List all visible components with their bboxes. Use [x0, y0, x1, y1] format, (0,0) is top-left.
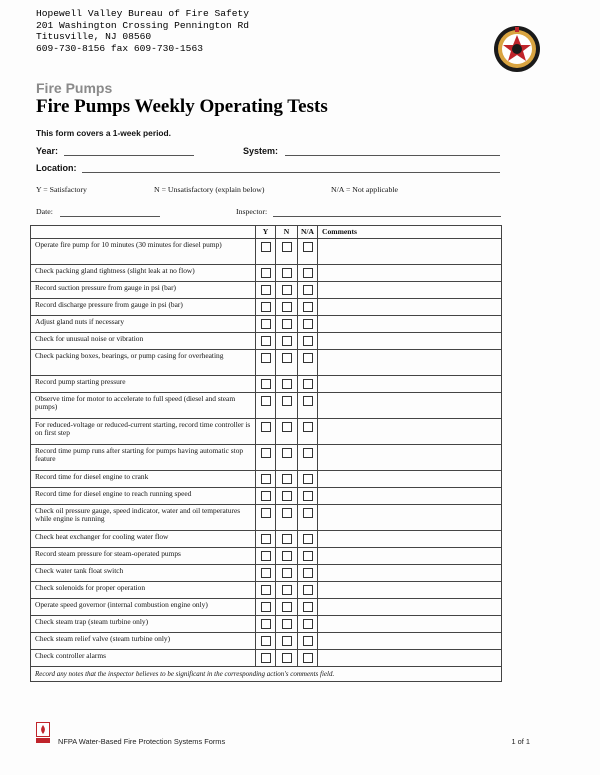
comments-cell[interactable]: [318, 505, 502, 531]
table-row: [31, 239, 502, 265]
comments-cell[interactable]: [318, 239, 502, 265]
comments-cell[interactable]: [318, 616, 502, 633]
comments-cell[interactable]: [318, 316, 502, 333]
row-item-label: Record steam pressure for steam-operated pumps: [31, 548, 256, 565]
na-checkbox[interactable]: [303, 353, 313, 363]
table-row: [31, 376, 502, 393]
n-checkbox[interactable]: [282, 268, 292, 278]
na-checkbox[interactable]: [303, 474, 313, 484]
header-na: N/A: [298, 226, 318, 239]
na-checkbox[interactable]: [303, 422, 313, 432]
page-number: 1 of 1: [511, 737, 530, 746]
location-label: Location:: [36, 163, 77, 173]
n-checkbox[interactable]: [282, 491, 292, 501]
n-checkbox[interactable]: [282, 422, 292, 432]
table-row: [31, 616, 502, 633]
section-label: Fire Pumps: [36, 80, 113, 96]
table-row: [31, 333, 502, 350]
table-row: [31, 471, 502, 488]
bureau-name: Hopewell Valley Bureau of Fire Safety: [36, 8, 250, 19]
na-checkbox[interactable]: [303, 491, 313, 501]
inspector-field[interactable]: [273, 216, 501, 217]
bureau-phone: 609-730-8156 fax 609-730-1563: [36, 42, 203, 54]
table-row: [31, 633, 502, 650]
n-checkbox[interactable]: [282, 242, 292, 252]
y-checkbox[interactable]: [261, 422, 271, 432]
legend-unsatisfactory: N = Unsatisfactory (explain below): [154, 185, 265, 194]
row-item-label: For reduced-voltage or reduced-current starting, record time controller is on first step: [31, 419, 256, 445]
y-checkbox[interactable]: [261, 353, 271, 363]
y-checkbox[interactable]: [261, 508, 271, 518]
comments-cell[interactable]: [318, 376, 502, 393]
n-checkbox[interactable]: [282, 285, 292, 295]
row-item-label: Check oil pressure gauge, speed indicator, water and oil temperatures while engine is running: [31, 505, 256, 531]
row-item-label: Record time for diesel engine to crank: [31, 471, 256, 488]
na-checkbox[interactable]: [303, 319, 313, 329]
year-label: Year:: [36, 146, 59, 156]
y-checkbox[interactable]: [261, 285, 271, 295]
comments-cell[interactable]: [318, 599, 502, 616]
date-label: Date:: [36, 207, 53, 216]
row-item-label: Adjust gland nuts if necessary: [31, 316, 256, 333]
na-checkbox[interactable]: [303, 636, 313, 646]
header-y: Y: [256, 226, 276, 239]
n-checkbox[interactable]: [282, 602, 292, 612]
comments-cell[interactable]: [318, 565, 502, 582]
comments-cell[interactable]: [318, 419, 502, 445]
n-checkbox[interactable]: [282, 585, 292, 595]
row-item-label: Check steam relief valve (steam turbine only): [31, 633, 256, 650]
y-checkbox[interactable]: [261, 636, 271, 646]
y-checkbox[interactable]: [261, 491, 271, 501]
comments-cell[interactable]: [318, 488, 502, 505]
n-checkbox[interactable]: [282, 336, 292, 346]
table-row: [31, 565, 502, 582]
bureau-street: 201 Washington Crossing Pennington Rd: [36, 19, 250, 31]
comments-cell[interactable]: [318, 650, 502, 667]
n-checkbox[interactable]: [282, 319, 292, 329]
n-checkbox[interactable]: [282, 534, 292, 544]
year-field[interactable]: [64, 155, 194, 156]
na-checkbox[interactable]: [303, 551, 313, 561]
n-checkbox[interactable]: [282, 474, 292, 484]
y-checkbox[interactable]: [261, 379, 271, 389]
na-checkbox[interactable]: [303, 602, 313, 612]
comments-cell[interactable]: [318, 393, 502, 419]
n-checkbox[interactable]: [282, 551, 292, 561]
row-item-label: Check for unusual noise or vibration: [31, 333, 256, 350]
table-row: [31, 350, 502, 376]
y-checkbox[interactable]: [261, 602, 271, 612]
system-field[interactable]: [285, 155, 500, 156]
comments-cell[interactable]: [318, 531, 502, 548]
n-checkbox[interactable]: [282, 508, 292, 518]
n-checkbox[interactable]: [282, 379, 292, 389]
bureau-address-block: [36, 8, 249, 54]
na-checkbox[interactable]: [303, 242, 313, 252]
n-checkbox[interactable]: [282, 302, 292, 312]
comments-cell[interactable]: [318, 333, 502, 350]
row-item-label: Operate fire pump for 10 minutes (30 minutes for diesel pump): [31, 239, 256, 265]
row-item-label: Check heat exchanger for cooling water flow: [31, 531, 256, 548]
y-checkbox[interactable]: [261, 268, 271, 278]
period-note: This form covers a 1-week period.: [36, 128, 171, 138]
comments-cell[interactable]: [318, 265, 502, 282]
y-checkbox[interactable]: [261, 585, 271, 595]
y-checkbox[interactable]: [261, 474, 271, 484]
na-checkbox[interactable]: [303, 396, 313, 406]
row-item-label: Check steam trap (steam turbine only): [31, 616, 256, 633]
na-checkbox[interactable]: [303, 534, 313, 544]
y-checkbox[interactable]: [261, 551, 271, 561]
table-row: [31, 531, 502, 548]
na-checkbox[interactable]: [303, 336, 313, 346]
inspector-label: Inspector:: [236, 207, 268, 216]
row-item-label: Record pump starting pressure: [31, 376, 256, 393]
row-item-label: Check packing boxes, bearings, or pump casing for overheating: [31, 350, 256, 376]
comments-cell[interactable]: [318, 299, 502, 316]
n-checkbox[interactable]: [282, 448, 292, 458]
y-checkbox[interactable]: [261, 319, 271, 329]
row-item-label: Check water tank float switch: [31, 565, 256, 582]
y-checkbox[interactable]: [261, 396, 271, 406]
row-item-label: Record time for diesel engine to reach running speed: [31, 488, 256, 505]
system-label: System:: [243, 146, 279, 156]
table-row: [31, 265, 502, 282]
n-checkbox[interactable]: [282, 353, 292, 363]
comments-cell[interactable]: [318, 548, 502, 565]
table-row: [31, 548, 502, 565]
legend-satisfactory: Y = Satisfactory: [36, 185, 87, 194]
row-item-label: Check controller alarms: [31, 650, 256, 667]
y-checkbox[interactable]: [261, 242, 271, 252]
na-checkbox[interactable]: [303, 508, 313, 518]
table-row: [31, 316, 502, 333]
header-comments: Comments: [318, 226, 502, 239]
comments-cell[interactable]: [318, 350, 502, 376]
date-field[interactable]: [60, 216, 160, 217]
row-item-label: Record time pump runs after starting for pumps having automatic stop feature: [31, 445, 256, 471]
y-checkbox[interactable]: [261, 619, 271, 629]
n-checkbox[interactable]: [282, 636, 292, 646]
y-checkbox[interactable]: [261, 568, 271, 578]
n-checkbox[interactable]: [282, 619, 292, 629]
n-checkbox[interactable]: [282, 396, 292, 406]
comments-cell[interactable]: [318, 633, 502, 650]
table-row: [31, 393, 502, 419]
notes-row: [31, 667, 502, 682]
footer-text: NFPA Water-Based Fire Protection Systems Forms: [58, 737, 226, 746]
row-item-label: Record discharge pressure from gauge in psi (bar): [31, 299, 256, 316]
na-checkbox[interactable]: [303, 285, 313, 295]
table-row: [31, 299, 502, 316]
na-checkbox[interactable]: [303, 568, 313, 578]
location-field[interactable]: [82, 172, 500, 173]
table-row: [31, 599, 502, 616]
fire-department-badge-icon: [492, 22, 542, 76]
legend-not-applicable: N/A = Not applicable: [331, 185, 398, 194]
y-checkbox[interactable]: [261, 534, 271, 544]
header-item: [31, 226, 256, 239]
na-checkbox[interactable]: [303, 585, 313, 595]
row-item-label: Check packing gland tightness (slight leak at no flow): [31, 265, 256, 282]
y-checkbox[interactable]: [261, 653, 271, 663]
row-item-label: Record suction pressure from gauge in psi (bar): [31, 282, 256, 299]
inspector-notes-instruction: Record any notes that the inspector believes to be significant in the corresponding action's comments field.: [31, 667, 502, 682]
y-checkbox[interactable]: [261, 302, 271, 312]
checklist-table: [30, 225, 502, 682]
comments-cell[interactable]: [318, 445, 502, 471]
na-checkbox[interactable]: [303, 302, 313, 312]
row-item-label: Check solenoids for proper operation: [31, 582, 256, 599]
y-checkbox[interactable]: [261, 448, 271, 458]
table-row: [31, 282, 502, 299]
na-checkbox[interactable]: [303, 448, 313, 458]
row-item-label: Observe time for motor to accelerate to full speed (diesel and steam pumps): [31, 393, 256, 419]
table-row: [31, 419, 502, 445]
bureau-city: Titusville, NJ 08560: [36, 31, 152, 43]
na-checkbox[interactable]: [303, 653, 313, 663]
nfpa-logo-icon: [36, 722, 50, 744]
comments-cell[interactable]: [318, 282, 502, 299]
comments-cell[interactable]: [318, 471, 502, 488]
na-checkbox[interactable]: [303, 619, 313, 629]
na-checkbox[interactable]: [303, 268, 313, 278]
comments-cell[interactable]: [318, 582, 502, 599]
table-row: [31, 445, 502, 471]
row-item-label: Operate speed governor (internal combustion engine only): [31, 599, 256, 616]
table-row: [31, 650, 502, 667]
table-row: [31, 505, 502, 531]
y-checkbox[interactable]: [261, 336, 271, 346]
table-row: [31, 582, 502, 599]
form-title: Fire Pumps Weekly Operating Tests: [36, 96, 328, 117]
table-row: [31, 488, 502, 505]
header-n: N: [276, 226, 298, 239]
n-checkbox[interactable]: [282, 568, 292, 578]
n-checkbox[interactable]: [282, 653, 292, 663]
na-checkbox[interactable]: [303, 379, 313, 389]
